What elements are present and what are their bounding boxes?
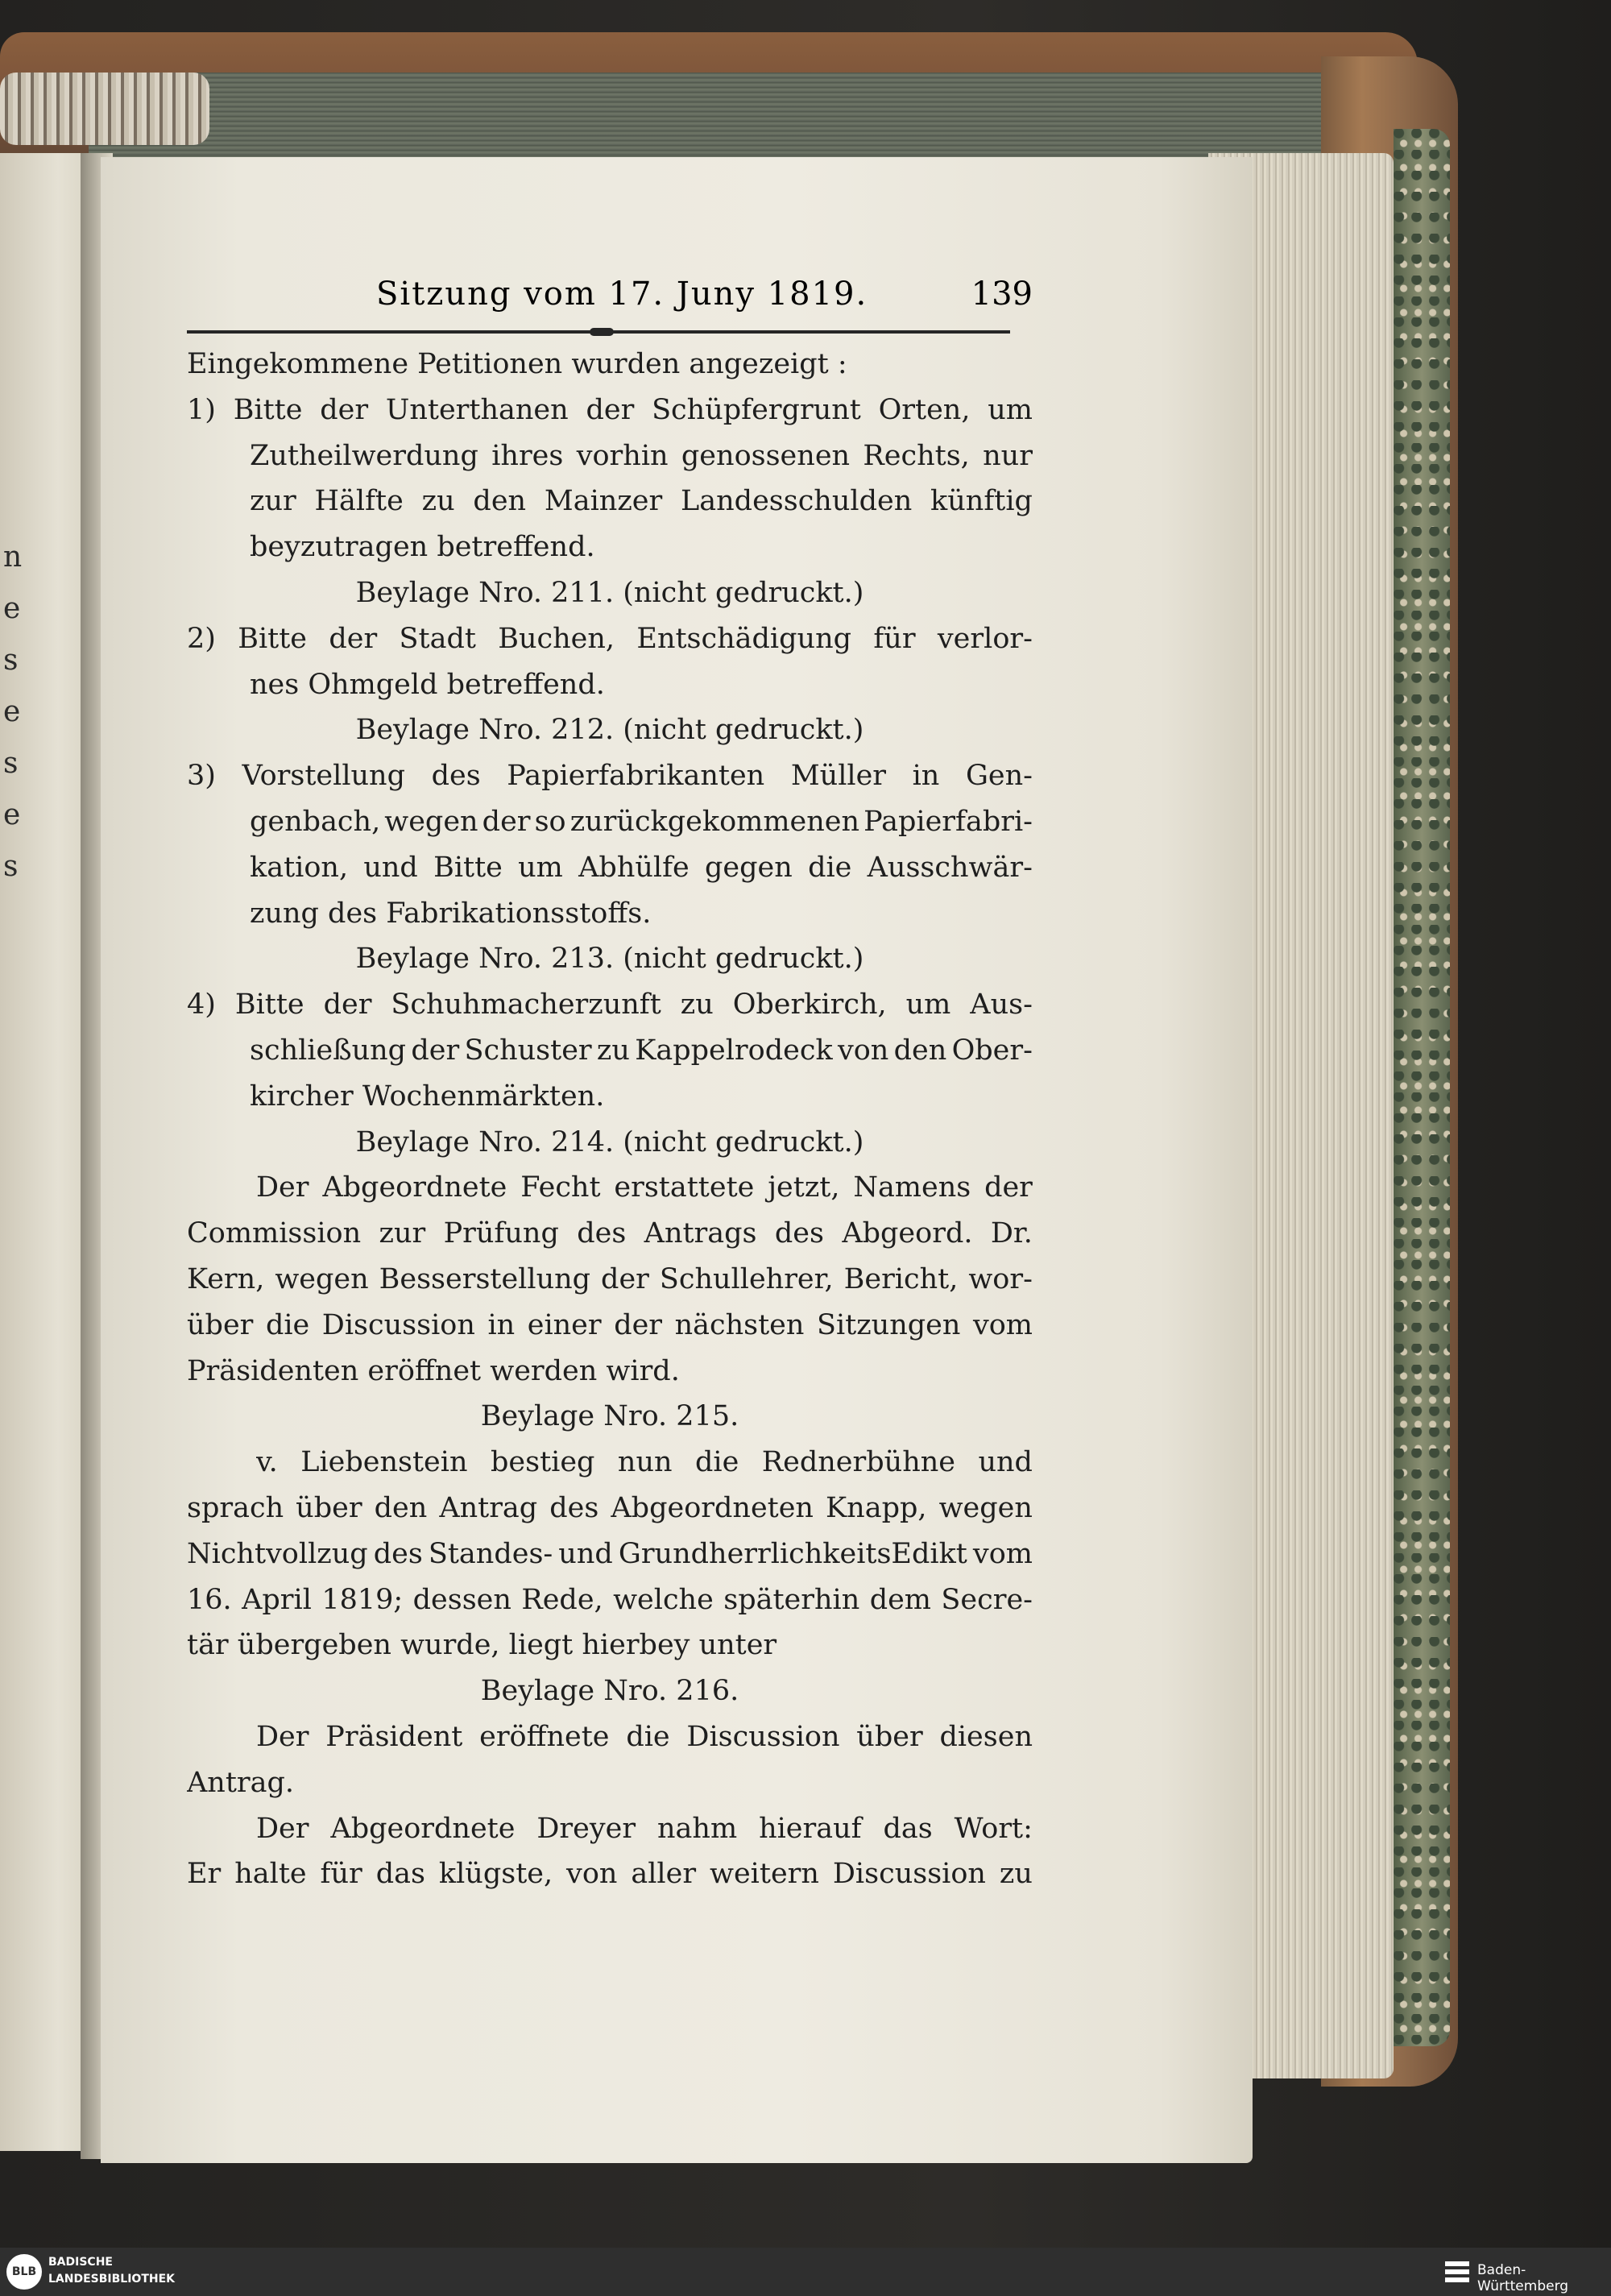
word: zurückgekommenen: [569, 806, 860, 838]
word: gegen: [705, 851, 793, 884]
text-line: tär übergeben wurde, liegt hierbey unter: [187, 1629, 777, 1662]
word: um: [518, 851, 563, 884]
word: Rede,: [521, 1583, 603, 1616]
word: vorhin: [576, 439, 669, 472]
left-page-fragment: e: [3, 798, 21, 831]
word: den: [374, 1492, 428, 1524]
word: Nichtvollzug: [187, 1537, 368, 1570]
word: Ober-: [951, 1034, 1033, 1067]
word: 2): [187, 622, 216, 655]
word: zur: [250, 485, 296, 518]
word: Discussion: [321, 1308, 475, 1341]
word: zu: [680, 988, 714, 1022]
text-line: Eingekommene Petitionen wurden angezeigt :: [187, 348, 847, 380]
word: Schuster: [464, 1034, 592, 1067]
word: in: [487, 1308, 516, 1341]
word: zu: [421, 485, 455, 518]
word: Bitte: [234, 988, 304, 1022]
word: über: [856, 1721, 923, 1753]
text-line: kircher Wochenmärkten.: [250, 1080, 605, 1113]
header-rule: [187, 330, 1010, 334]
beylage-reference: Beylage Nro. 211. (nicht gedruckt.): [355, 577, 864, 609]
blb-logo: BLB: [6, 2254, 42, 2290]
word: einer: [527, 1308, 602, 1341]
text-line: [187, 394, 1033, 426]
word: Stadt: [399, 622, 476, 655]
library-name-line1: BADISCHE: [48, 2256, 113, 2269]
left-page-fragment: s: [3, 747, 19, 780]
word: und: [978, 1446, 1033, 1479]
word: der: [329, 622, 378, 655]
word: Präsident: [325, 1721, 463, 1753]
text-line: [250, 806, 1033, 838]
word: späterhin: [723, 1583, 860, 1616]
word: der: [586, 393, 635, 426]
baden-wuerttemberg-lions-icon: [1443, 2259, 1471, 2285]
text-line: [187, 1217, 1033, 1250]
word: dessen: [412, 1583, 511, 1616]
word: welche: [613, 1583, 714, 1616]
word: Liebenstein: [300, 1446, 468, 1479]
word: wegen: [275, 1263, 369, 1295]
text-line: [187, 623, 1033, 655]
word: Gen-: [965, 760, 1033, 793]
word: kation,: [250, 851, 349, 884]
word: von: [566, 1858, 618, 1891]
word: Der: [256, 1812, 309, 1845]
word: 4): [187, 988, 216, 1022]
left-page-fragment: s: [3, 644, 19, 677]
word: der: [614, 1308, 663, 1341]
word: das: [375, 1858, 425, 1891]
text-line: [250, 485, 1033, 517]
book-headband: [0, 73, 209, 145]
word: bestieg: [490, 1446, 595, 1479]
text-line: [256, 1171, 1033, 1204]
text-line: [256, 1813, 1033, 1845]
word: 3): [187, 760, 216, 793]
word: Wort:: [954, 1812, 1033, 1845]
word: Abhülfe: [578, 851, 690, 884]
word: vom: [972, 1308, 1033, 1341]
text-line: [187, 1309, 1033, 1341]
page-block-top-edge: [89, 73, 1394, 169]
word: schließung: [250, 1034, 407, 1067]
library-name: [48, 2254, 175, 2288]
word: eröffnete: [479, 1721, 610, 1753]
word: Dr.: [990, 1217, 1033, 1250]
library-name-line2: LANDESBIBLIOTHEK: [48, 2273, 176, 2286]
word: Unterthanen: [385, 393, 569, 426]
word: für: [873, 622, 916, 655]
word: Hälfte: [314, 485, 404, 518]
left-page-fragment: s: [3, 850, 19, 883]
word: über: [187, 1308, 254, 1341]
running-header: [187, 276, 1033, 324]
text-line: [187, 1584, 1033, 1616]
beylage-reference: Beylage Nro. 215.: [480, 1400, 739, 1433]
word: Dreyer: [536, 1812, 636, 1845]
word: Schullehrer,: [659, 1263, 834, 1295]
word: genossenen: [681, 439, 851, 472]
word: wegen: [384, 806, 478, 838]
word: vom: [972, 1537, 1033, 1570]
word: Abgeordneten: [611, 1492, 814, 1524]
word: der: [320, 393, 369, 426]
word: ihres: [491, 439, 564, 472]
word: Sitzungen: [816, 1308, 961, 1341]
word: zu: [596, 1034, 630, 1067]
word: Landesschulden: [681, 485, 913, 518]
word: Antrags: [644, 1217, 757, 1250]
word: verlor-: [937, 622, 1033, 655]
word: Secre-: [941, 1583, 1033, 1616]
beylage-reference: Beylage Nro. 213. (nicht gedruckt.): [355, 943, 864, 976]
text-line: [256, 1446, 1033, 1478]
word: weitern: [710, 1858, 819, 1891]
word: Kern,: [187, 1263, 265, 1295]
beylage-reference: Beylage Nro. 216.: [480, 1675, 739, 1708]
word: Rechts,: [863, 439, 970, 472]
word: in: [912, 760, 940, 793]
word: so: [534, 806, 566, 838]
text-line: [250, 1034, 1033, 1067]
word: um: [905, 988, 951, 1022]
word: des: [774, 1217, 824, 1250]
text-line: Präsidenten eröffnet werden wird.: [187, 1354, 680, 1387]
word: der: [411, 1034, 460, 1067]
word: sprach: [187, 1492, 284, 1524]
text-line: [256, 1721, 1033, 1753]
word: 1): [187, 393, 216, 426]
word: klügste,: [438, 1858, 553, 1891]
running-title: Sitzung vom 17. Juny 1819.: [376, 276, 868, 313]
word: Papierfabrikanten: [507, 760, 765, 793]
word: Abgeord.: [842, 1217, 973, 1250]
page-number: 139: [971, 276, 1033, 313]
word: die: [626, 1721, 670, 1753]
text-line: [187, 988, 1033, 1021]
word: und: [558, 1537, 613, 1570]
text-line: [187, 760, 1033, 792]
word: den: [473, 485, 527, 518]
partner-name: Baden-Württemberg: [1477, 2262, 1569, 2294]
text-line: [250, 852, 1033, 884]
text-line: [187, 1538, 1033, 1570]
word: Prüfung: [443, 1217, 559, 1250]
word: Der: [256, 1171, 309, 1204]
word: Knapp,: [826, 1492, 927, 1524]
word: die: [695, 1446, 739, 1479]
word: genbach,: [250, 806, 381, 838]
text-line: zung des Fabrikationsstoffs.: [250, 897, 652, 930]
word: die: [808, 851, 852, 884]
left-page-fragment: e: [3, 592, 21, 625]
word: Bitte: [433, 851, 503, 884]
word: hierauf: [759, 1812, 862, 1845]
word: künftig: [930, 485, 1033, 518]
word: den: [893, 1034, 947, 1067]
word: nur: [983, 439, 1033, 472]
word: des: [549, 1492, 599, 1524]
word: der: [984, 1171, 1033, 1204]
word: 1819;: [321, 1583, 404, 1616]
word: Kappelrodeck: [635, 1034, 833, 1067]
word: um: [988, 393, 1033, 426]
word: Bitte: [233, 393, 303, 426]
word: halte: [234, 1858, 307, 1891]
word: von: [837, 1034, 889, 1067]
word: Fecht: [520, 1171, 601, 1204]
text-line: nes Ohmgeld betreffend.: [250, 668, 605, 701]
word: April: [242, 1583, 312, 1616]
word: Er: [187, 1858, 222, 1891]
left-page-fragment: n: [3, 541, 23, 574]
word: das: [883, 1812, 933, 1845]
word: wegen: [938, 1492, 1033, 1524]
word: Rednerbühne: [761, 1446, 955, 1479]
word: Zutheilwerdung: [250, 439, 478, 472]
word: Orten,: [878, 393, 971, 426]
word: und: [363, 851, 418, 884]
word: Papierfabri-: [863, 806, 1033, 838]
word: Discussion: [832, 1858, 986, 1891]
viewer-footer: [0, 2248, 1611, 2296]
word: Müller: [790, 760, 887, 793]
left-page-fragment: e: [3, 695, 21, 728]
word: 16.: [187, 1583, 232, 1616]
word: für: [320, 1858, 362, 1891]
word: Besserstellung: [379, 1263, 591, 1295]
word: Abgeordnete: [330, 1812, 516, 1845]
word: GrundherrlichkeitsEdikt: [618, 1537, 967, 1570]
word: der: [482, 806, 531, 838]
word: nun: [617, 1446, 673, 1479]
word: Schuhmacherzunft: [391, 988, 661, 1022]
word: aller: [631, 1858, 697, 1891]
word: nahm: [657, 1812, 738, 1845]
word: Antrag: [439, 1492, 538, 1524]
word: des: [373, 1537, 423, 1570]
word: Commission: [187, 1217, 362, 1250]
beylage-reference: Beylage Nro. 214. (nicht gedruckt.): [355, 1125, 864, 1158]
text-line: [187, 1492, 1033, 1524]
word: Buchen,: [498, 622, 615, 655]
word: die: [265, 1308, 310, 1341]
left-page-fragments: [3, 532, 27, 893]
beylage-reference: Beylage Nro. 212. (nicht gedruckt.): [355, 714, 864, 747]
word: Entschädigung: [636, 622, 852, 655]
text-line: beyzutragen betreffend.: [250, 531, 595, 564]
word: erstattete: [614, 1171, 755, 1204]
word: zur: [379, 1217, 426, 1250]
word: dem: [869, 1583, 931, 1616]
word: diesen: [939, 1721, 1033, 1753]
word: Abgeordnete: [322, 1171, 507, 1204]
marbled-edge: [1394, 129, 1450, 2046]
word: Der: [256, 1721, 309, 1753]
text-line: [187, 1263, 1033, 1295]
text-line: [250, 440, 1033, 472]
word: jetzt,: [768, 1171, 840, 1204]
word: des: [431, 760, 481, 793]
word: Namens: [853, 1171, 971, 1204]
word: Bitte: [238, 622, 308, 655]
word: Standes-: [428, 1537, 553, 1570]
word: v.: [256, 1446, 278, 1479]
text-line: Antrag.: [187, 1766, 295, 1799]
word: Schüpfergrunt: [652, 393, 861, 426]
word: nächsten: [674, 1308, 805, 1341]
word: Aus-: [970, 988, 1033, 1022]
word: wor-: [968, 1263, 1033, 1295]
word: Ausschwär-: [867, 851, 1033, 884]
word: Oberkirch,: [732, 988, 887, 1022]
word: über: [296, 1492, 362, 1524]
word: des: [577, 1217, 627, 1250]
word: Bericht,: [843, 1263, 959, 1295]
word: Discussion: [686, 1721, 840, 1753]
word: Vorstellung: [242, 760, 405, 793]
word: zu: [999, 1858, 1033, 1891]
word: Mainzer: [544, 485, 663, 518]
word: der: [323, 988, 372, 1022]
word: der: [601, 1263, 649, 1295]
text-line: [187, 1858, 1033, 1890]
